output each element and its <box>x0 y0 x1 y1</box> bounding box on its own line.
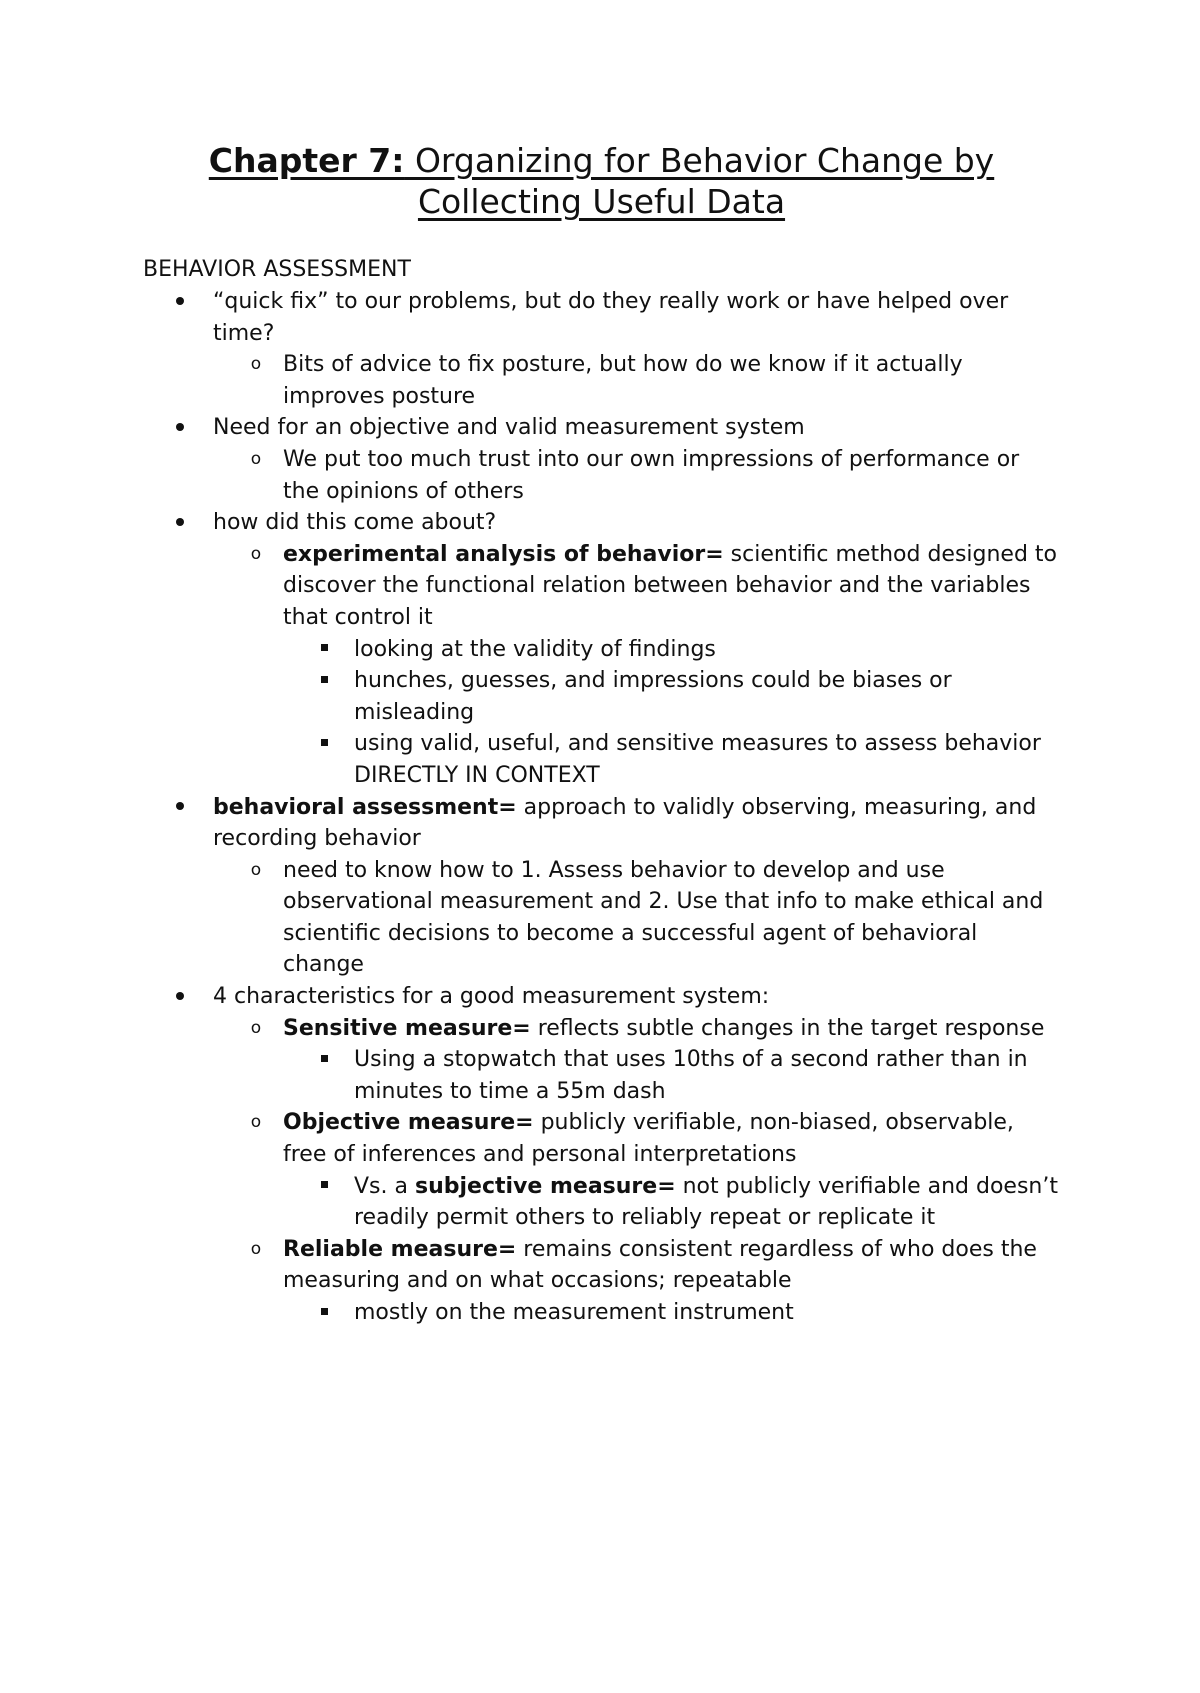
list-item <box>143 1234 1060 1297</box>
item-text <box>283 1110 1014 1167</box>
item-text: 4 characteristics for a good measurement system: <box>213 984 770 1010</box>
bullet-icon <box>170 981 190 1013</box>
square-bullet-icon <box>314 1171 334 1203</box>
document-page <box>0 140 1200 1693</box>
item-text <box>213 795 1036 852</box>
item-text <box>283 1016 1044 1041</box>
list-item <box>143 1107 1060 1170</box>
item-definition: remains consistent regardless of who does the measuring and on what occasions; repeatable <box>283 1236 1037 1294</box>
item-definition: not publicly verifiable and doesn’t readily permit others to reliably repeat or replicate it <box>354 1173 1058 1231</box>
item-text <box>283 542 1057 630</box>
item-text: Bits of advice to fix posture, but how do we know if it actually improves posture <box>283 352 963 409</box>
square-bullet-icon <box>314 1044 334 1076</box>
list-item <box>143 1171 1060 1234</box>
item-definition: reflects subtle changes in the target response <box>530 1015 1045 1041</box>
circle-bullet-icon: o <box>250 859 262 880</box>
bullet-icon <box>170 286 190 318</box>
list-item <box>143 665 1060 728</box>
list-item <box>143 728 1060 791</box>
item-text: “quick fix” to our problems, but do they really work or have helped over time? <box>213 289 1009 346</box>
item-term: experimental analysis of behavior= <box>283 541 724 567</box>
list-item <box>143 412 1060 444</box>
section-heading: BEHAVIOR ASSESSMENT <box>143 257 411 282</box>
item-text: using valid, useful, and sensitive measures to assess behavior DIRECTLY IN CONTEXT <box>354 731 1041 788</box>
item-text <box>354 1174 1058 1231</box>
item-term: behavioral assessment= <box>213 794 517 820</box>
item-text: need to know how to 1. Assess behavior to develop and use observational measurement and 2. Use that info to make ethical and scientific decisions to become a successful agent of behavioral change <box>283 857 1044 978</box>
item-term: Reliable measure= <box>283 1236 517 1262</box>
title-chapter: Chapter 7: <box>208 141 405 180</box>
bullet-icon <box>170 412 190 444</box>
list-item <box>143 349 1060 412</box>
list-item <box>143 286 1060 349</box>
square-bullet-icon <box>314 1297 334 1329</box>
bullet-icon <box>170 792 190 824</box>
list-item <box>143 444 1060 507</box>
square-bullet-icon <box>314 634 334 666</box>
circle-bullet-icon: o <box>250 1112 262 1133</box>
circle-bullet-icon: o <box>250 448 262 469</box>
item-text: mostly on the measurement instrument <box>354 1300 794 1325</box>
item-text: looking at the validity of findings <box>354 636 716 662</box>
list-item <box>143 634 1060 666</box>
list-item <box>143 1013 1060 1045</box>
list-item <box>143 981 1060 1013</box>
item-prefix: Vs. a <box>354 1173 415 1199</box>
item-term: Sensitive measure= <box>283 1015 531 1041</box>
title-rest: Organizing for Behavior Change by <box>404 141 995 180</box>
circle-bullet-icon: o <box>250 1017 262 1038</box>
item-term: subjective measure= <box>414 1173 676 1199</box>
item-text <box>283 1237 1037 1294</box>
list-item <box>143 507 1060 539</box>
square-bullet-icon <box>314 665 334 697</box>
list-item <box>143 1297 1060 1329</box>
list-item <box>143 855 1060 981</box>
title-line2: Collecting Useful Data <box>417 182 786 221</box>
square-bullet-icon <box>314 728 334 760</box>
circle-bullet-icon: o <box>250 543 262 564</box>
item-definition: publicly verifiable, non-biased, observable, free of inferences and personal interpretations <box>283 1110 1014 1168</box>
bullet-icon <box>170 507 190 539</box>
item-text: Need for an objective and valid measurement system <box>213 415 805 441</box>
list-item <box>143 792 1060 855</box>
item-text: hunches, guesses, and impressions could be biases or misleading <box>354 668 952 725</box>
list-item <box>143 539 1060 634</box>
circle-bullet-icon: o <box>250 1238 262 1259</box>
notes-outline <box>143 286 1060 1329</box>
item-term: Objective measure= <box>283 1110 534 1136</box>
item-text: We put too much trust into our own impressions of performance or the opinions of others <box>283 446 1020 504</box>
item-text: Using a stopwatch that uses 10ths of a second rather than in minutes to time a 55m dash <box>354 1047 1028 1104</box>
item-text: how did this come about? <box>213 510 497 536</box>
circle-bullet-icon: o <box>250 354 262 375</box>
list-item <box>143 1044 1060 1107</box>
page-title <box>143 140 1060 222</box>
item-definition: approach to validly observing, measuring, and recording behavior <box>213 794 1037 852</box>
item-definition: scientific method designed to discover the functional relation between behavior and the variables that control it <box>283 541 1058 630</box>
